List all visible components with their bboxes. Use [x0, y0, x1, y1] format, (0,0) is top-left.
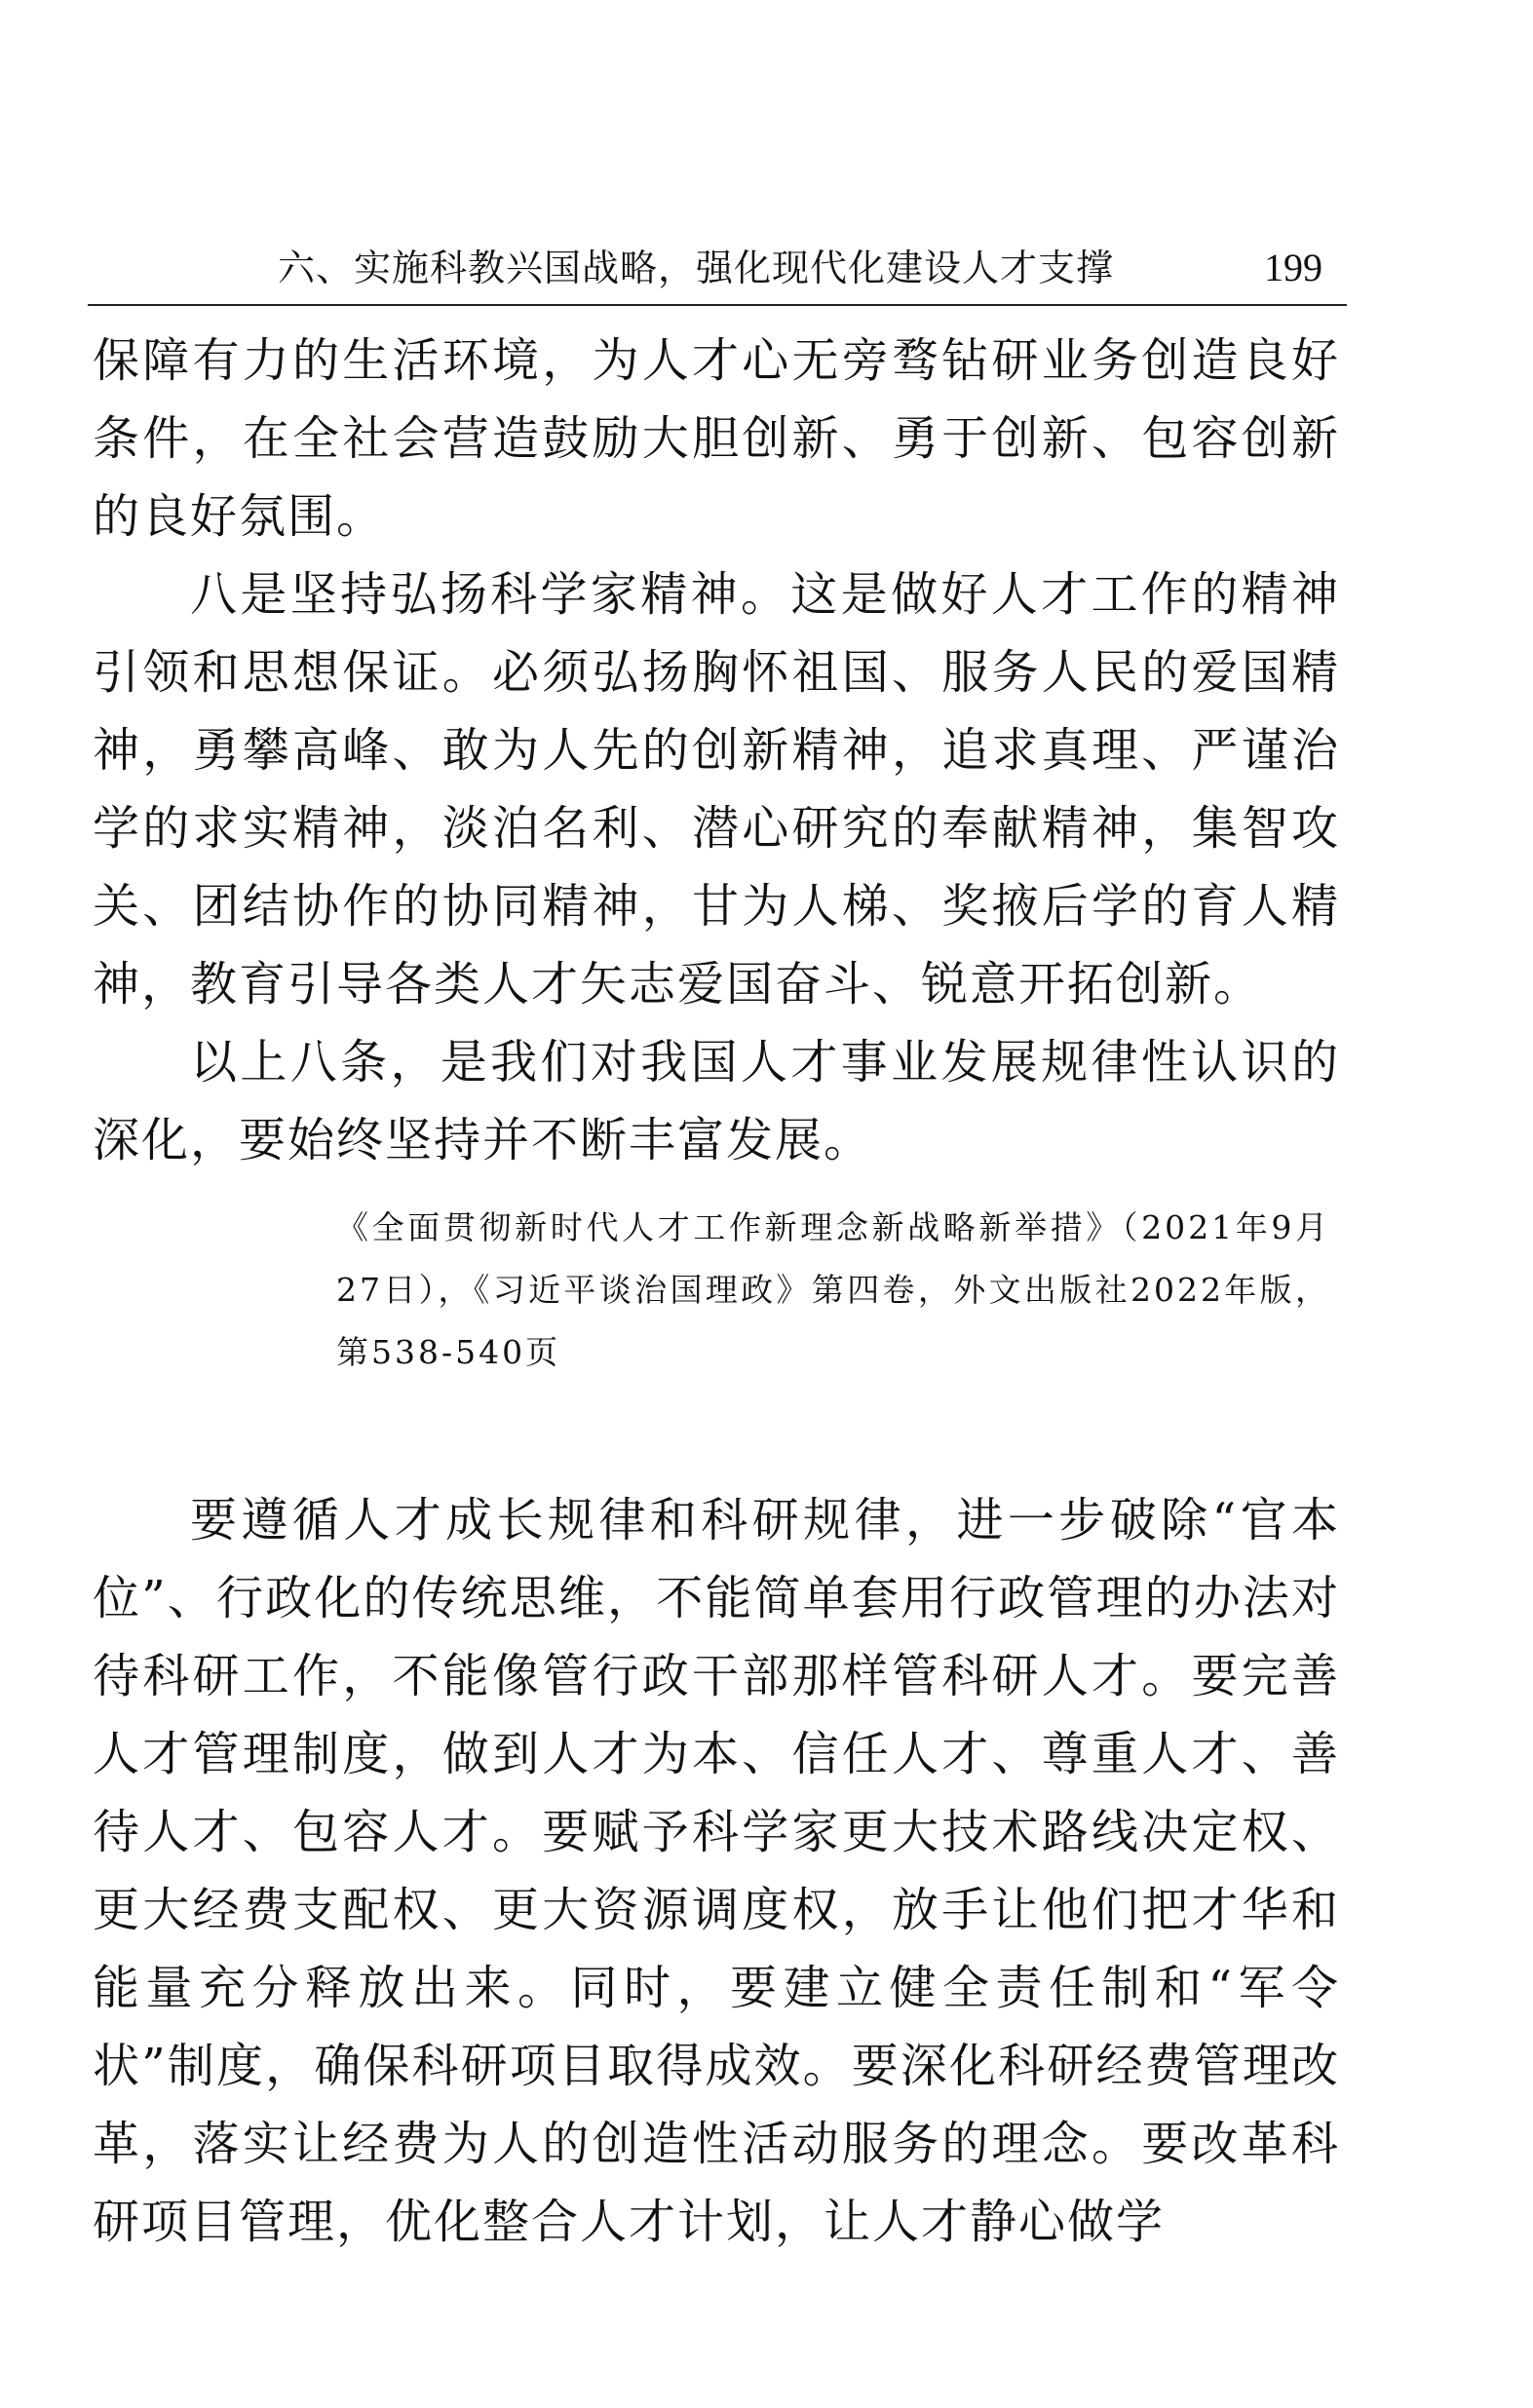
citation-text: 《全面贯彻新时代人才工作新理念新战略新举措》（2021年9月27日），《习近平谈治国理政》第四卷，外文出版社2022年版，第538-540页	[336, 1208, 1330, 1371]
page-number: 199	[1264, 246, 1322, 289]
paragraph-2-text: 八是坚持弘扬科学家精神。这是做好人才工作的精神引领和思想保证。必须弘扬胸怀祖国、服务人民的爱国精神，勇攀高峰、敢为人先的创新精神，追求真理、严谨治学的求实精神，淡泊名利、潜心研究的奉献精神，集智攻关、团结协作的协同精神，甘为人梯、奖掖后学的育人精神，教育引导各类人才矢志爱国奋斗、锐意开拓创新。	[93, 567, 1340, 1012]
section-title: 六、实施科教兴国战略，强化现代化建设人才支撑	[278, 247, 1115, 289]
paragraph-continued	[93, 322, 1340, 555]
paragraph-research-rules	[93, 1481, 1340, 2261]
source-citation	[336, 1197, 1330, 1384]
paragraph-4-text: 要遵循人才成长规律和科研规律，进一步破除“官本位”、行政化的传统思维，不能简单套用行政管理的办法对待科研工作，不能像管行政干部那样管科研人才。要完善人才管理制度，做到人才为本、信任人才、尊重人才、善待人才、包容人才。要赋予科学家更大技术路线决定权、更大经费支配权、更大资源调度权，放手让他们把才华和能量充分释放出来。同时，要建立健全责任制和“军令状”制度，确保科研项目取得成效。要深化科研经费管理改革，落实让经费为人的创造性活动服务的理念。要改革科研项目管理，优化整合人才计划，让人才静心做学	[93, 1493, 1340, 2249]
paragraph-scientist-spirit	[93, 555, 1340, 1023]
running-header	[88, 239, 1347, 299]
paragraph-summary	[93, 1023, 1340, 1179]
paragraph-1-text: 保障有力的生活环境，为人才心无旁骛钻研业务创造良好条件，在全社会营造鼓励大胆创新、勇于创新、包容创新的良好氛围。	[93, 333, 1340, 544]
header-rule	[88, 304, 1347, 306]
paragraph-3-text: 以上八条，是我们对我国人才事业发展规律性认识的深化，要始终坚持并不断丰富发展。	[93, 1035, 1340, 1167]
